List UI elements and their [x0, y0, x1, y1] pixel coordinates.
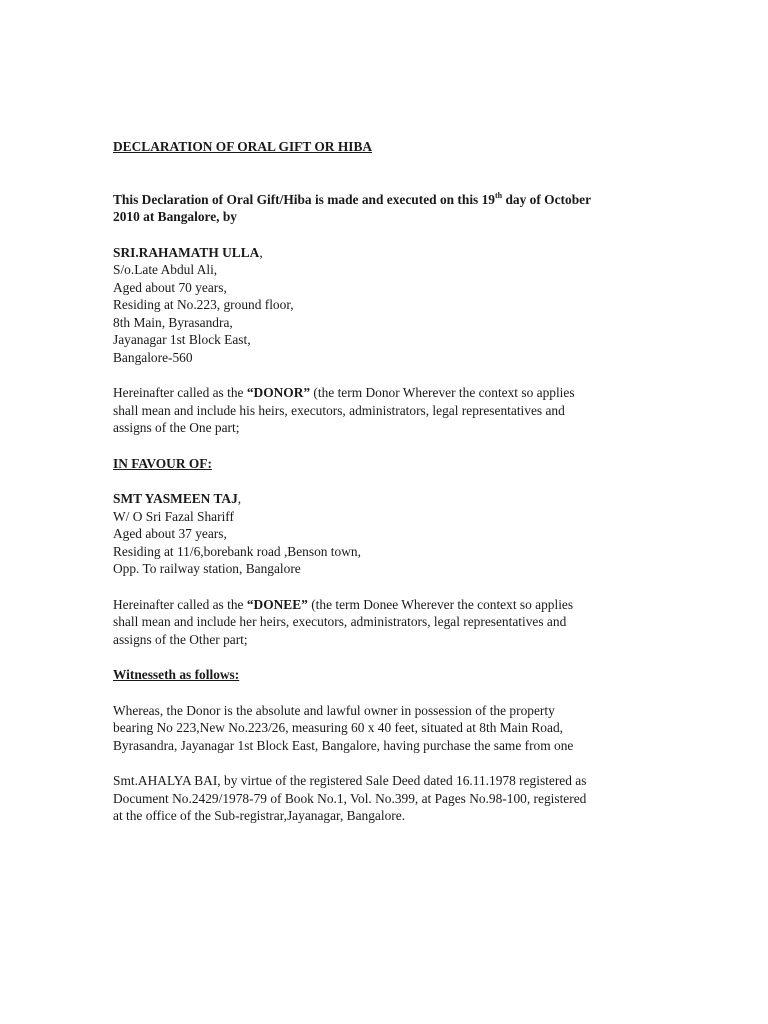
- donee-name-line: [113, 490, 673, 508]
- sale-deed-line: at the office of the Sub-registrar,Jayanagar, Bangalore.: [113, 808, 406, 823]
- spacer: [113, 684, 673, 702]
- donor-address-line: S/o.Late Abdul Ali,: [113, 262, 218, 277]
- favour-heading: IN FAVOUR OF:: [113, 455, 212, 471]
- donee-address-line: W/ O Sri Fazal Shariff: [113, 508, 234, 524]
- donee-address-block: [113, 490, 673, 578]
- donee-address-line: Opp. To railway station, Bangalore: [113, 561, 301, 576]
- sale-deed-paragraph: [113, 772, 673, 825]
- property-line: bearing No 223,New No.223/26, measuring 60 x 40 feet, situated at 8th Main Road,: [113, 720, 563, 735]
- property-line: Byrasandra, Jayanagar 1st Block East, Bangalore, having purchase the same from one: [113, 737, 574, 753]
- donor-address-block: [113, 244, 673, 367]
- donor-address-line: Bangalore-560: [113, 349, 193, 365]
- donor-address-line: Residing at No.223, ground floor,: [113, 297, 294, 312]
- donor-clause-prefix: Hereinafter called as the: [113, 385, 247, 400]
- donee-term: “DONEE”: [246, 596, 308, 612]
- spacer: [113, 754, 673, 772]
- donor-name: SRI.RAHAMATH ULLA: [113, 244, 260, 260]
- donor-address-line: Aged about 70 years,: [113, 279, 227, 295]
- donee-name: SMT YASMEEN TAJ: [113, 491, 238, 506]
- intro-superscript: th: [495, 190, 503, 200]
- donor-clause-rest: (the term Donor Wherever the context so applies: [310, 385, 575, 400]
- intro-paragraph: [113, 191, 673, 226]
- intro-line-2: 2010 at Bangalore, by: [113, 209, 237, 224]
- intro-text-before: This Declaration of Oral Gift/Hiba is made and executed on this 19: [113, 191, 496, 207]
- spacer: [113, 366, 673, 384]
- donor-address-line: 8th Main, Byrasandra,: [113, 314, 233, 330]
- spacer: [113, 437, 673, 455]
- donee-clause: [113, 596, 673, 649]
- spacer: [113, 648, 673, 666]
- donor-name-line: [113, 244, 673, 262]
- donor-term: “DONOR”: [246, 385, 311, 400]
- spacer: [113, 578, 673, 596]
- sale-deed-line: Smt.AHALYA BAI, by virtue of the registered Sale Deed dated 16.11.1978 registered as: [113, 773, 587, 788]
- donee-address-line: Residing at 11/6,borebank road ,Benson town,: [113, 543, 361, 559]
- donor-address-line: Jayanagar 1st Block East,: [113, 332, 251, 347]
- donor-clause: [113, 384, 673, 437]
- donee-clause-line-2: shall mean and include her heirs, executors, administrators, legal representatives and: [113, 614, 567, 629]
- intro-line-1: [113, 191, 673, 209]
- donee-clause-rest: (the term Donee Wherever the context so applies: [307, 596, 574, 612]
- donee-address-line: Aged about 37 years,: [113, 526, 227, 541]
- donee-clause-prefix: Hereinafter called as the: [113, 596, 247, 612]
- document-page: [113, 138, 673, 825]
- donee-clause-line-3: assigns of the Other part;: [113, 631, 248, 647]
- donor-clause-line-1: [113, 384, 673, 402]
- donor-name-suffix: ,: [259, 244, 263, 260]
- property-line: Whereas, the Donor is the absolute and lawful owner in possession of the property: [113, 702, 555, 718]
- spacer: [113, 156, 673, 191]
- spacer: [113, 226, 673, 244]
- spacer: [113, 472, 673, 490]
- document-title: DECLARATION OF ORAL GIFT OR HIBA: [113, 139, 373, 154]
- witness-heading: Witnesseth as follows:: [113, 667, 240, 682]
- intro-text-after: day of October: [502, 191, 592, 207]
- donee-name-suffix: ,: [237, 491, 242, 506]
- sale-deed-line: Document No.2429/1978-79 of Book No.1, Vol. No.399, at Pages No.98-100, registered: [113, 790, 587, 806]
- property-paragraph: [113, 702, 673, 755]
- donor-clause-line-2: shall mean and include his heirs, executors, administrators, legal representatives and: [113, 402, 565, 418]
- donor-clause-line-3: assigns of the One part;: [113, 420, 240, 435]
- donee-clause-line-1: [113, 596, 673, 614]
